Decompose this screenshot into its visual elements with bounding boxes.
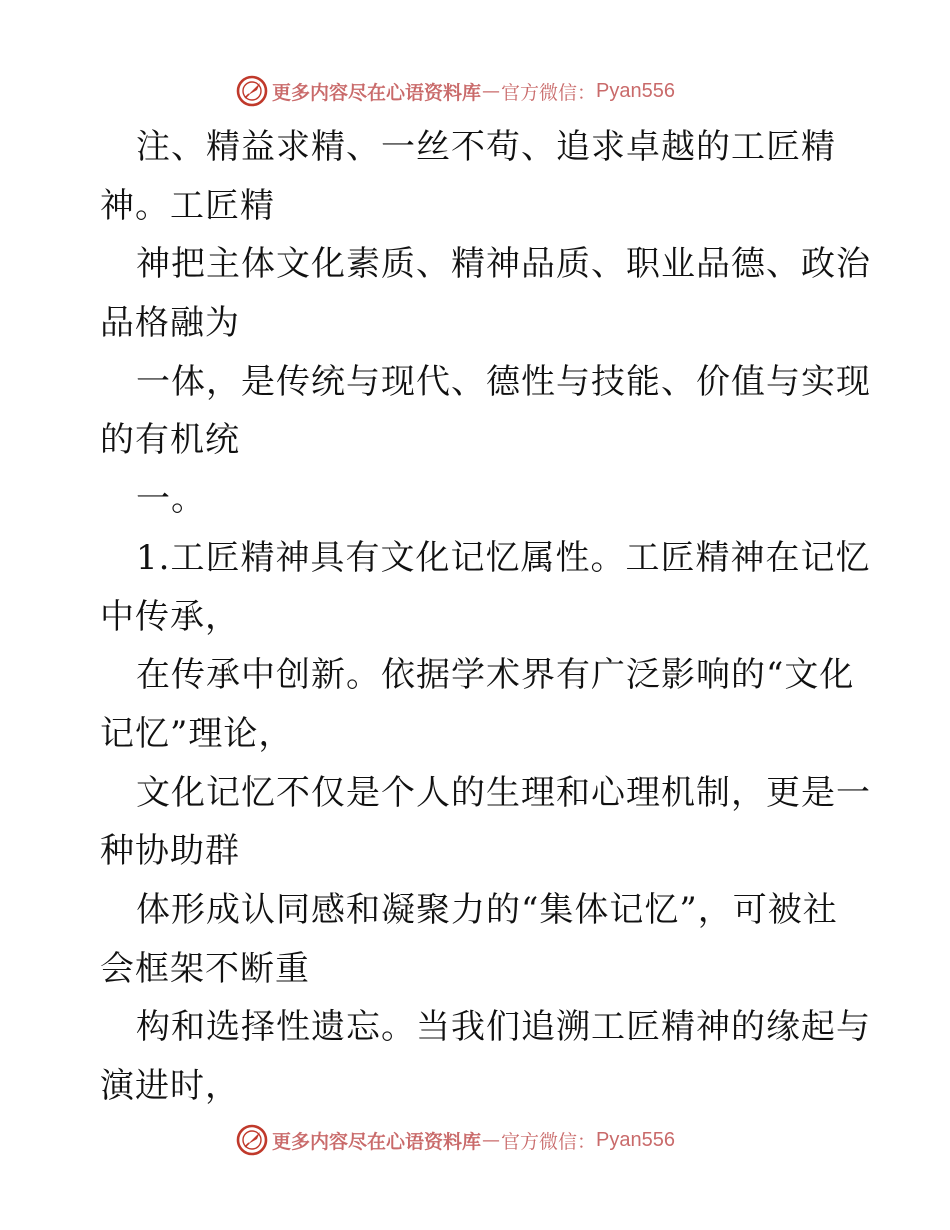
text-line: 会框架不断重: [100, 948, 310, 989]
banner-wechat-id: Pyan556: [596, 1128, 675, 1151]
text-line: 一。: [136, 479, 206, 520]
text-line: 的有机统: [100, 420, 240, 461]
document-body: [100, 118, 871, 1116]
banner-wechat-label: 官方微信：: [501, 81, 597, 104]
text-line: 1.工匠精神具有文化记忆属性。工匠精神在记忆: [136, 537, 871, 578]
banner-dash: —: [482, 1129, 501, 1151]
banner-title: 更多内容尽在心语资料库: [272, 81, 482, 104]
text-line: 构和选择性遗忘。当我们追溯工匠精神的缘起与: [136, 1007, 871, 1048]
text-line: 演进时，: [100, 1066, 240, 1106]
footer-banner: [236, 1123, 675, 1157]
text-line: 一体，是传统与现代、德性与技能、价值与实现: [136, 361, 871, 402]
text-line: 神。工匠精: [100, 185, 275, 226]
banner-wechat-id: Pyan556: [596, 79, 675, 102]
text-line: 注、精益求精、一丝不苟、追求卓越的工匠精: [136, 127, 836, 167]
text-line: 文化记忆不仅是个人的生理和心理机制，更是一: [136, 772, 871, 813]
text-line: 品格融为: [100, 303, 240, 344]
text-line: 在传承中创新。依据学术界有广泛影响的“文化: [136, 655, 855, 696]
text-line: 记忆”理论，: [100, 713, 294, 754]
quill-logo-icon: [236, 1124, 268, 1156]
text-line: 体形成认同感和凝聚力的“集体记忆”，可被社: [136, 889, 838, 930]
text-line: 神把主体文化素质、精神品质、职业品德、政治: [136, 244, 871, 285]
banner-wechat-label: 官方微信：: [501, 1130, 597, 1153]
quill-logo-icon: [236, 75, 268, 107]
header-banner: [236, 74, 675, 108]
text-line: 中传承，: [100, 596, 240, 637]
banner-title: 更多内容尽在心语资料库: [272, 1130, 482, 1153]
text-line: 种协助群: [100, 831, 240, 872]
banner-dash: —: [482, 80, 501, 102]
